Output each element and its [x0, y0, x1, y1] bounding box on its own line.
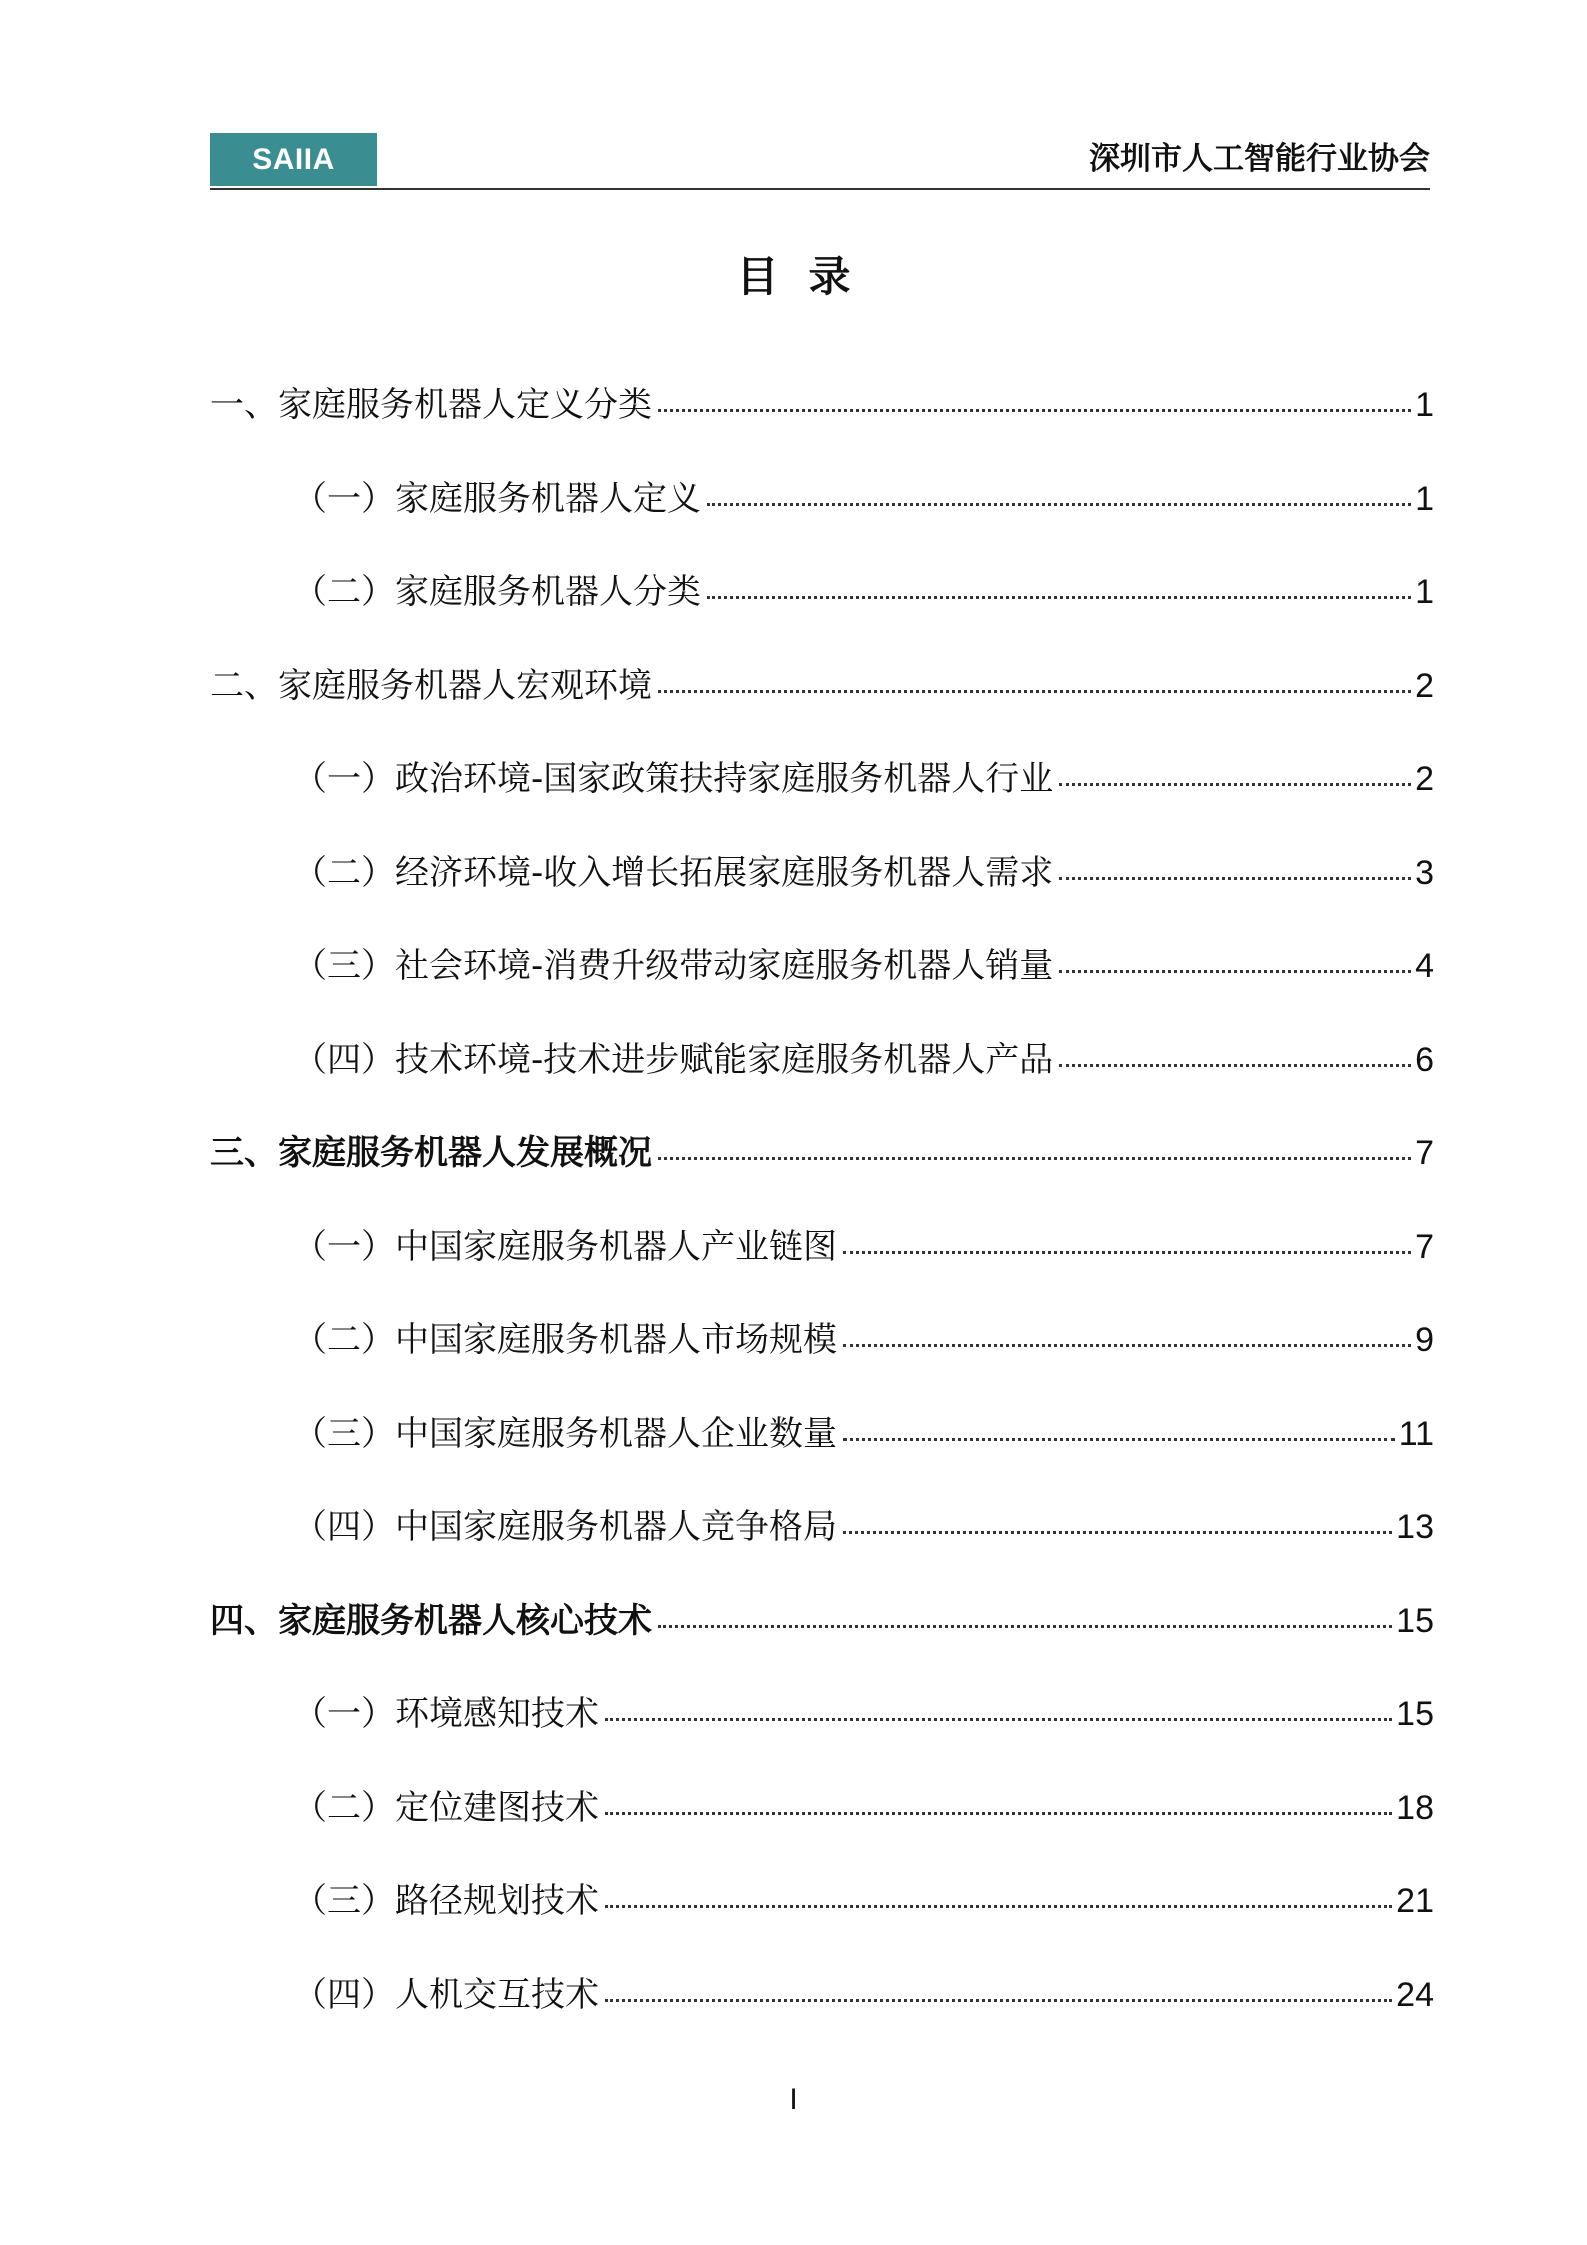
- toc-entry[interactable]: [210, 1502, 1434, 1596]
- toc-dot-leader: [843, 1251, 1411, 1254]
- toc-title: 目录: [736, 252, 881, 301]
- toc-entry-page-number: 21: [1396, 1882, 1434, 1920]
- organization-name: 深圳市人工智能行业协会: [1089, 141, 1430, 177]
- toc-entry-label: 二、家庭服务机器人宏观环境: [210, 665, 652, 706]
- toc-entry-page-number: 11: [1398, 1414, 1434, 1453]
- toc-dot-leader: [707, 503, 1411, 506]
- toc-entry-label: 四、家庭服务机器人核心技术: [210, 1600, 652, 1641]
- toc-dot-leader: [605, 1905, 1392, 1908]
- toc-dot-leader: [1059, 970, 1411, 973]
- toc-entry-label: （一）中国家庭服务机器人产业链图: [293, 1226, 837, 1267]
- toc-entry-label: （三）路径规划技术: [293, 1881, 599, 1921]
- toc-dot-leader: [843, 1344, 1411, 1347]
- toc-entry-page-number: 9: [1415, 1321, 1434, 1359]
- toc-entry-page-number: 2: [1415, 760, 1434, 798]
- toc-entry[interactable]: [210, 661, 1434, 755]
- toc-entry-page-number: 1: [1415, 479, 1434, 518]
- toc-entry-label: （二）家庭服务机器人分类: [293, 572, 701, 612]
- toc-entry-page-number: 15: [1396, 1601, 1434, 1640]
- toc-entry[interactable]: [210, 1409, 1434, 1503]
- toc-entry-page-number: 13: [1396, 1508, 1434, 1546]
- toc-entry[interactable]: [210, 941, 1434, 1035]
- toc-entry[interactable]: [210, 848, 1434, 942]
- page-number: I: [789, 2083, 798, 2116]
- toc-entry-label: （一）家庭服务机器人定义: [293, 478, 701, 519]
- toc-entry-label: （三）中国家庭服务机器人企业数量: [293, 1413, 837, 1454]
- saiia-logo: SAIIA: [210, 133, 377, 186]
- toc-dot-leader: [843, 1531, 1392, 1534]
- toc-entry[interactable]: [210, 1222, 1434, 1316]
- toc-entry[interactable]: [210, 474, 1434, 568]
- toc-dot-leader: [658, 409, 1411, 412]
- toc-entry-label: （四）技术环境-技术进步赋能家庭服务机器人产品: [293, 1039, 1054, 1080]
- toc-entry-label: （四）中国家庭服务机器人竞争格局: [293, 1507, 837, 1547]
- toc-entry-page-number: 7: [1415, 1134, 1434, 1172]
- toc-dot-leader: [658, 690, 1411, 693]
- toc-entry-label: （一）政治环境-国家政策扶持家庭服务机器人行业: [293, 759, 1054, 799]
- toc-entry[interactable]: [210, 1035, 1434, 1129]
- toc-entry[interactable]: [210, 1315, 1434, 1409]
- table-of-contents: [210, 380, 1434, 2063]
- toc-dot-leader: [1059, 783, 1411, 786]
- toc-entry-page-number: 3: [1415, 853, 1434, 892]
- toc-entry-page-number: 6: [1415, 1040, 1434, 1079]
- toc-dot-leader: [1059, 877, 1411, 880]
- toc-entry-label: （一）环境感知技术: [293, 1694, 599, 1734]
- toc-entry-page-number: 1: [1415, 573, 1434, 611]
- toc-entry-page-number: 1: [1415, 386, 1434, 424]
- toc-entry[interactable]: [210, 1970, 1434, 2064]
- toc-dot-leader: [1059, 1064, 1411, 1067]
- toc-dot-leader: [658, 1625, 1392, 1628]
- toc-entry[interactable]: [210, 1596, 1434, 1690]
- toc-entry-label: 三、家庭服务机器人发展概况: [210, 1133, 652, 1173]
- toc-entry[interactable]: [210, 1128, 1434, 1222]
- toc-dot-leader: [658, 1157, 1411, 1160]
- page-header: [210, 133, 1430, 190]
- toc-entry[interactable]: [210, 380, 1434, 474]
- toc-dot-leader: [707, 596, 1411, 599]
- toc-entry-page-number: 18: [1396, 1788, 1434, 1827]
- toc-entry[interactable]: [210, 1783, 1434, 1877]
- toc-entry-page-number: 4: [1415, 947, 1434, 985]
- toc-entry-label: 一、家庭服务机器人定义分类: [210, 385, 652, 425]
- toc-entry-page-number: 15: [1396, 1695, 1434, 1733]
- toc-entry[interactable]: [210, 754, 1434, 848]
- toc-entry-page-number: 24: [1396, 1975, 1434, 2014]
- toc-entry[interactable]: [210, 1876, 1434, 1970]
- toc-entry[interactable]: [210, 1689, 1434, 1783]
- toc-dot-leader: [605, 1718, 1392, 1721]
- toc-dot-leader: [843, 1438, 1395, 1441]
- toc-entry-page-number: 2: [1415, 666, 1434, 705]
- toc-entry-label: （二）定位建图技术: [293, 1787, 599, 1828]
- toc-dot-leader: [605, 1812, 1392, 1815]
- toc-entry[interactable]: [210, 567, 1434, 661]
- toc-entry-label: （二）中国家庭服务机器人市场规模: [293, 1320, 837, 1360]
- toc-entry-label: （四）人机交互技术: [293, 1974, 599, 2015]
- toc-dot-leader: [605, 1999, 1392, 2002]
- toc-entry-label: （三）社会环境-消费升级带动家庭服务机器人销量: [293, 946, 1054, 986]
- toc-entry-page-number: 7: [1415, 1227, 1434, 1266]
- toc-entry-label: （二）经济环境-收入增长拓展家庭服务机器人需求: [293, 852, 1054, 893]
